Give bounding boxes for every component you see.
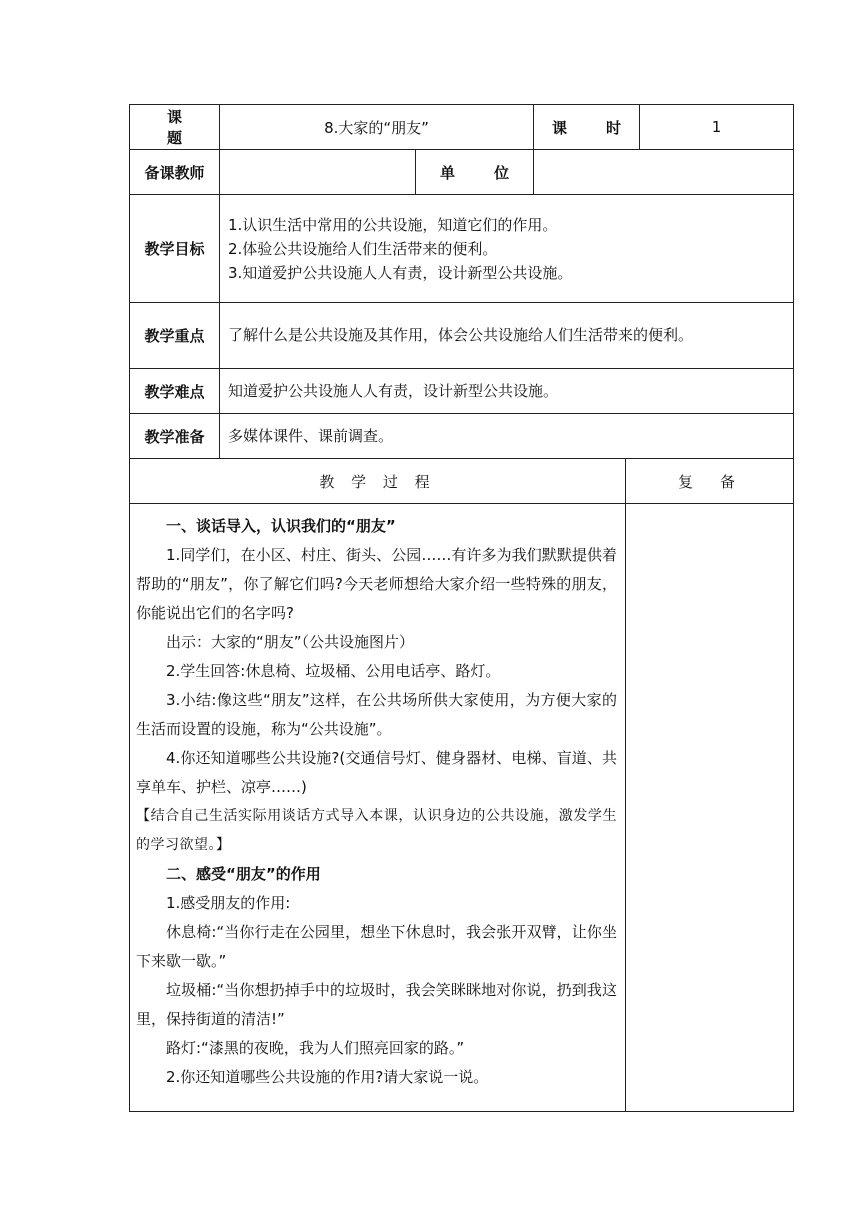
process-paragraph: 2.你还知道哪些公共设施的作用?请大家说一说。 — [166, 1068, 489, 1086]
process-paragraph: 2.学生回答:休息椅、垃圾桶、公用电话亭、路灯。 — [166, 662, 501, 680]
row-preparation — [130, 414, 794, 459]
period-value: 1 — [640, 105, 794, 150]
difficulties-label: 教学难点 — [130, 369, 220, 414]
process-paragraph: 垃圾桶:“当你想扔掉手中的垃圾时，我会笑眯眯地对你说，扔到我这里，保持街道的清洁!” — [136, 981, 618, 1028]
process-header: 教 学 过 程 — [130, 459, 626, 504]
design-note: 【结合自己生活实际用谈话方式导入本课，认识身边的公共设施，激发学生的学习欲望。】 — [136, 808, 618, 853]
teacher-value — [220, 150, 416, 195]
section-heading: 二、感受“朋友”的作用 — [166, 865, 321, 883]
preparation-label: 教学准备 — [130, 414, 220, 459]
process-paragraph: 3.小结:像这些“朋友”这样，在公共场所供大家使用，为方便大家的生活而设置的设施，称为“公共设施”。 — [136, 691, 618, 738]
process-content — [130, 504, 626, 1112]
objective-item: 3.知道爱护公共设施人人有责，设计新型公共设施。 — [228, 263, 573, 282]
preparation-text: 多媒体课件、课前调查。 — [220, 414, 794, 459]
row-process-body — [130, 504, 794, 1112]
lesson-plan-table — [129, 104, 794, 1112]
objective-item: 1.认识生活中常用的公共设施，知道它们的作用。 — [228, 215, 558, 234]
process-paragraph: 1.感受朋友的作用: — [166, 894, 291, 912]
unit-label: 单 位 — [416, 150, 534, 195]
period-label: 课 时 — [534, 105, 640, 150]
process-paragraph: 出示：大家的“朋友”（公共设施图片） — [166, 633, 415, 651]
objectives-list — [220, 195, 794, 303]
objective-item: 2.体验公共设施给人们生活带来的便利。 — [228, 239, 498, 258]
unit-value — [534, 150, 794, 195]
notes-header: 复 备 — [626, 459, 794, 504]
teacher-label: 备课教师 — [130, 150, 220, 195]
row-objectives — [130, 195, 794, 303]
row-difficulties — [130, 369, 794, 414]
row-process-header — [130, 459, 794, 504]
process-paragraph: 4.你还知道哪些公共设施?(交通信号灯、健身器材、电梯、盲道、共享单车、护栏、凉亭……) — [136, 749, 618, 796]
row-teacher — [130, 150, 794, 195]
key-points-label: 教学重点 — [130, 303, 220, 369]
key-points-text: 了解什么是公共设施及其作用，体会公共设施给人们生活带来的便利。 — [220, 303, 794, 369]
objectives-label: 教学目标 — [130, 195, 220, 303]
topic-value: 8.大家的“朋友” — [220, 105, 534, 150]
process-paragraph: 休息椅:“当你行走在公园里，想坐下休息时，我会张开双臂，让你坐下来歇一歇。” — [136, 923, 618, 970]
process-paragraph: 路灯:“漆黑的夜晚，我为人们照亮回家的路。” — [166, 1039, 465, 1057]
process-paragraph: 1.同学们，在小区、村庄、街头、公园……有许多为我们默默提供着帮助的“朋友”，你了解它们吗?今天老师想给大家介绍一些特殊的朋友，你能说出它们的名字吗? — [136, 546, 618, 622]
topic-label: 课 题 — [130, 105, 220, 150]
section-heading: 一、谈话导入，认识我们的“朋友” — [166, 517, 396, 535]
row-topic — [130, 105, 794, 150]
notes-column — [626, 504, 794, 1112]
difficulties-text: 知道爱护公共设施人人有责，设计新型公共设施。 — [220, 369, 794, 414]
row-key-points — [130, 303, 794, 369]
